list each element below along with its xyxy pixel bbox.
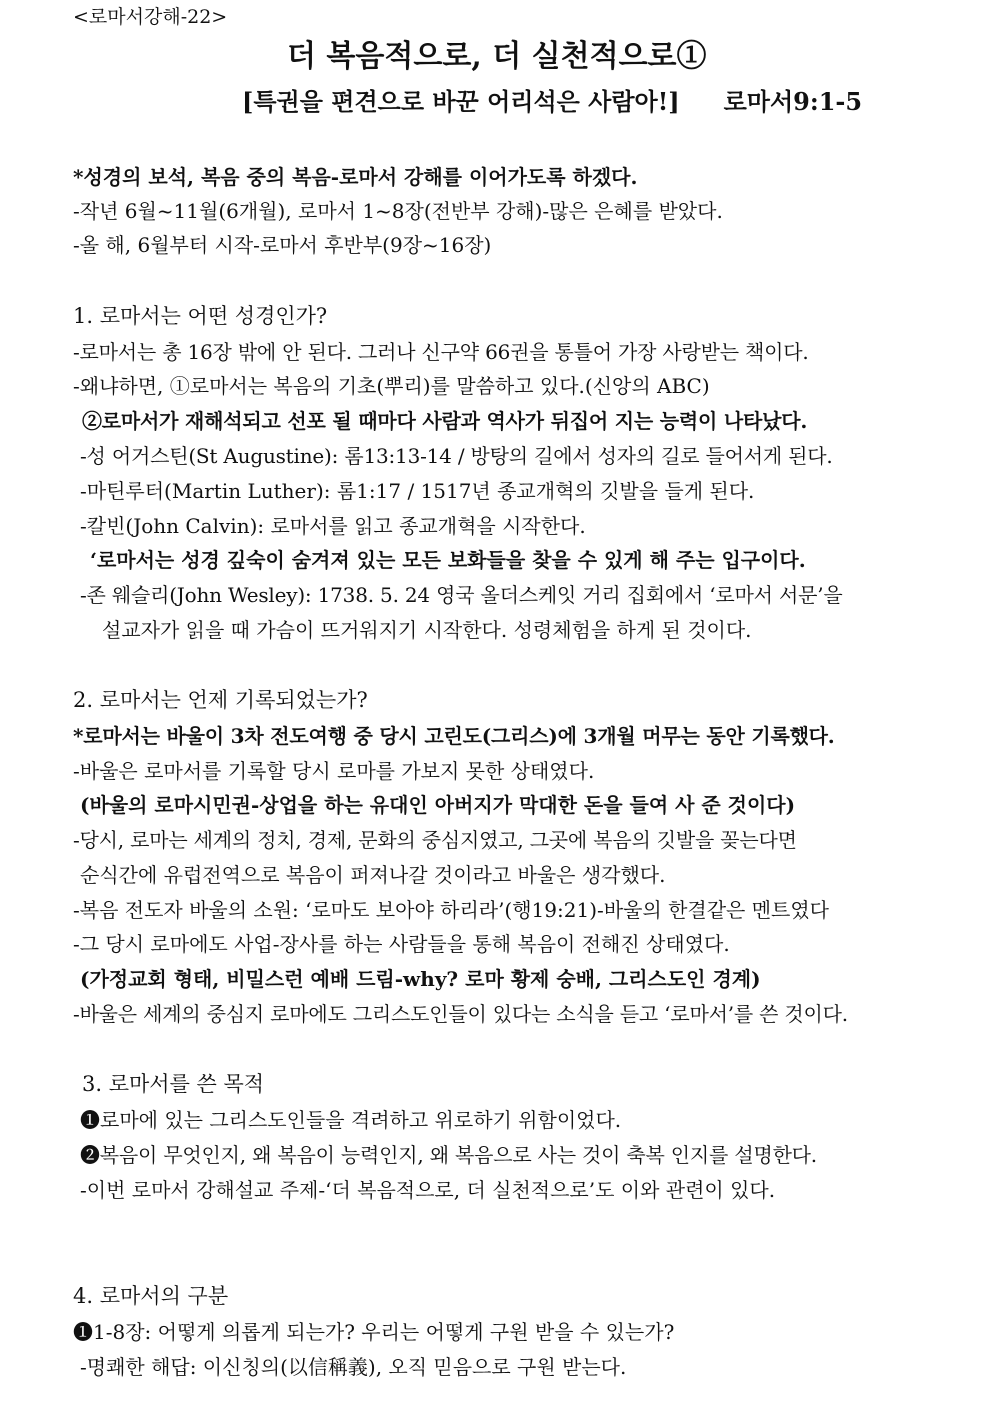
section-heading: 1. 로마서는 어떤 성경인가?	[73, 304, 328, 328]
body-line: ❶로마에 있는 그리스도인들을 격려하고 위로하기 위함이었다.	[80, 1108, 622, 1132]
body-line: -그 당시 로마에도 사업-장사를 하는 사람들을 통해 복음이 전해진 상태였다.	[73, 932, 730, 956]
series-label: <로마서강해-22>	[73, 6, 228, 28]
section-heading: 2. 로마서는 언제 기록되었는가?	[73, 688, 368, 712]
section-heading: 4. 로마서의 구분	[73, 1284, 229, 1308]
body-line: (가정교회 형태, 비밀스런 예배 드림-why? 로마 황제 숭배, 그리스도인 경계)	[80, 967, 761, 991]
body-line: -복음 전도자 바울의 소원: ‘로마도 보아야 하리라’(행19:21)-바울의 한결같은 멘트였다	[73, 898, 829, 922]
intro-line: -작년 6월~11월(6개월), 로마서 1~8장(전반부 강해)-많은 은혜를 받았다.	[73, 199, 723, 223]
body-line: -마틴루터(Martin Luther): 롬1:17 / 1517년 종교개혁의 깃발을 들게 된다.	[80, 479, 755, 503]
body-line: (바울의 로마시민권-상업을 하는 유대인 아버지가 막대한 돈을 들여 사 준 것이다)	[80, 793, 796, 817]
scripture-reference: 로마서9:1-5	[723, 87, 863, 116]
body-line: -명쾌한 해답: 이신칭의(以信稱義), 오직 믿음으로 구원 받는다.	[80, 1355, 627, 1379]
body-line: -바울은 로마서를 기록할 당시 로마를 가보지 못한 상태였다.	[73, 759, 595, 783]
body-line: *로마서는 바울이 3차 전도여행 중 당시 고린도(그리스)에 3개월 머무는 동안 기록했다.	[73, 724, 835, 748]
body-line: -로마서는 총 16장 밖에 안 된다. 그러나 신구약 66권을 통틀어 가장 사랑받는 책이다.	[73, 340, 809, 364]
body-line: -바울은 세계의 중심지 로마에도 그리스도인들이 있다는 소식을 듣고 ‘로마서’를 쓴 것이다.	[73, 1002, 848, 1026]
intro-line: *성경의 보석, 복음 중의 복음-로마서 강해를 이어가도록 하겠다.	[73, 165, 638, 189]
intro-line: -올 해, 6월부터 시작-로마서 후반부(9장~16장)	[73, 233, 492, 257]
body-line: -이번 로마서 강해설교 주제-‘더 복음적으로, 더 실천적으로’도 이와 관련이 있다.	[80, 1178, 776, 1202]
subtitle	[242, 86, 862, 118]
subtitle-text: [특권을 편견으로 바꾼 어리석은 사람아!]	[242, 87, 680, 116]
body-line: ‘로마서는 성경 깊숙이 숨겨져 있는 모든 보화들을 찾을 수 있게 해 주는 입구이다.	[90, 548, 806, 572]
body-line: -존 웨슬리(John Wesley): 1738. 5. 24 영국 올더스케잇 거리 집회에서 ‘로마서 서문’을	[80, 583, 843, 607]
body-line: ❷복음이 무엇인지, 왜 복음이 능력인지, 왜 복음으로 사는 것이 축복 인지를 설명한다.	[80, 1143, 817, 1167]
body-line: -왜냐하면, ①로마서는 복음의 기초(뿌리)를 말씀하고 있다.(신앙의 ABC)	[73, 374, 710, 398]
body-line: ②로마서가 재해석되고 선포 될 때마다 사람과 역사가 뒤집어 지는 능력이 나타났다.	[82, 409, 808, 433]
section-heading: 3. 로마서를 쓴 목적	[82, 1072, 265, 1096]
body-line: -당시, 로마는 세계의 정치, 경제, 문화의 중심지였고, 그곳에 복음의 깃발을 꽂는다면	[73, 828, 797, 852]
page-title: 더 복음적으로, 더 실천적으로①	[287, 39, 707, 74]
body-line: 설교자가 읽을 때 가슴이 뜨거워지기 시작한다. 성령체험을 하게 된 것이다.	[102, 618, 752, 642]
body-line: -성 어거스틴(St Augustine): 롬13:13-14 / 방탕의 길에서 성자의 길로 들어서게 된다.	[80, 444, 833, 468]
body-line: 순식간에 유럽전역으로 복음이 퍼져나갈 것이라고 바울은 생각했다.	[80, 863, 666, 887]
body-line: -칼빈(John Calvin): 로마서를 읽고 종교개혁을 시작한다.	[80, 514, 586, 538]
body-line: ❶1-8장: 어떻게 의롭게 되는가? 우리는 어떻게 구원 받을 수 있는가?	[73, 1320, 675, 1344]
